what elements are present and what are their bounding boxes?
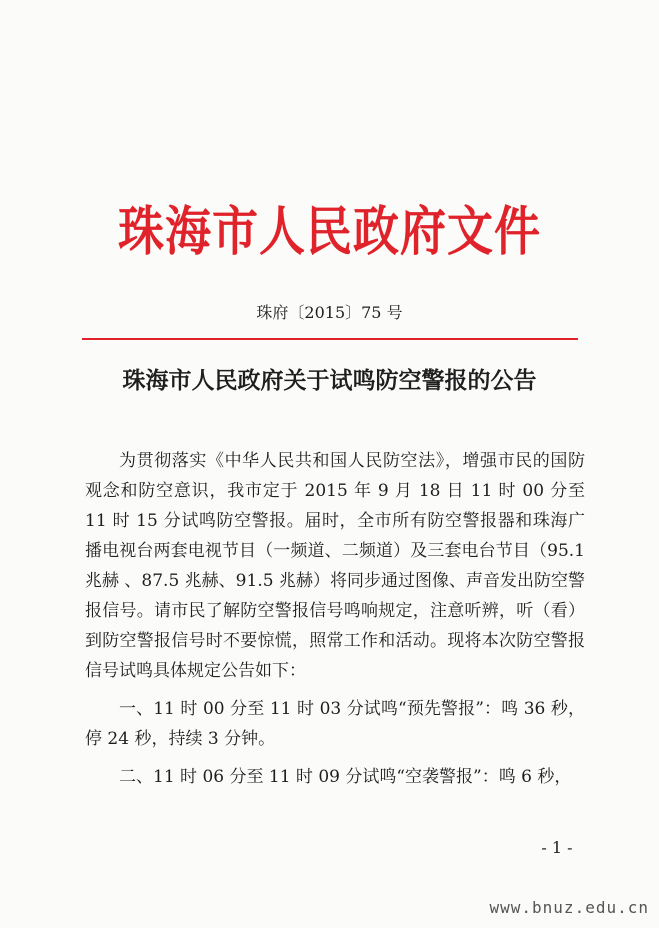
document-header-title: 珠海市人民政府文件 xyxy=(118,199,541,263)
document-body xyxy=(85,446,585,792)
body-paragraph-item-1: 一、11 时 00 分至 11 时 03 分试鸣“预先警报”：鸣 36 秒，停 24 秒，持续 3 分钟。 xyxy=(85,699,585,749)
document-number: 珠府〔2015〕75 号 xyxy=(256,303,403,322)
page-number: - 1 - xyxy=(541,838,573,857)
source-watermark: www.bnuz.edu.cn xyxy=(489,898,649,917)
body-paragraph-item-2: 二、11 时 06 分至 11 时 09 分试鸣“空袭警报”：鸣 6 秒， xyxy=(119,767,572,787)
body-paragraph-intro: 为贯彻落实《中华人民共和国人民防空法》，增强市民的国防观念和防空意识，我市定于 2015 年 9 月 18 日 11 时 00 分至 11 时 15 分试鸣防空警报。届时，全市所有防空警报器和珠海广播电视台两套电视节目（一频道、二频道）及三套电台节目（95.1 兆赫 、87.5 兆赫、91.5 兆赫）将同步通过图像、声音发出防空警报信号。请市民了解防空警报信号鸣响规定，注意听辨，听（看）到防空警报信号时不要惊慌，照常工作和活动。现将本次防空警报信号试鸣具体规定公告如下： xyxy=(85,451,585,681)
announcement-title: 珠海市人民政府关于试鸣防空警报的公告 xyxy=(122,367,537,394)
red-divider-line xyxy=(82,338,578,340)
